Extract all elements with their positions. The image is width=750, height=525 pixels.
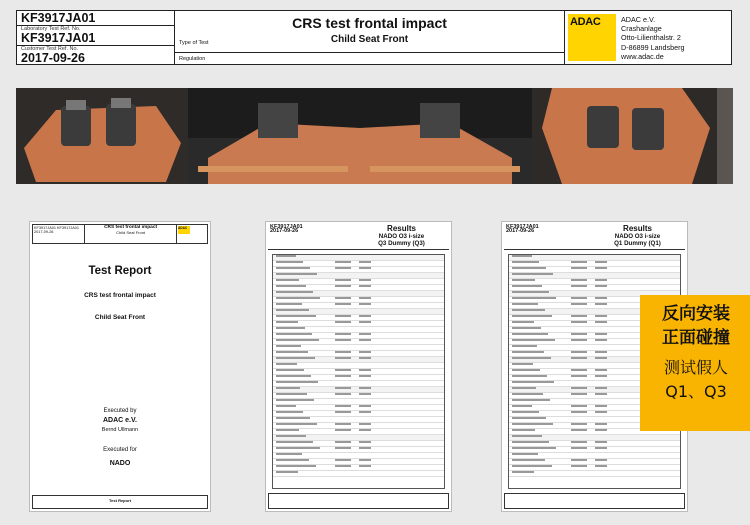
report-title: Test Report: [88, 265, 152, 277]
doc-header-title: [85, 225, 177, 243]
test-photo-strip: [16, 88, 733, 184]
report-header: [16, 10, 732, 65]
photo-top-view-1: [16, 88, 188, 184]
results-footer: [268, 493, 449, 509]
executed-by-org: ADAC e.V.: [103, 417, 137, 424]
doc-logo: [177, 225, 207, 243]
photo-top-view-2: [532, 88, 733, 184]
address-line: D-86899 Landsberg: [621, 42, 685, 52]
results-footer: [504, 493, 685, 509]
page-subtitle: Child Seat Front: [330, 34, 409, 45]
results-page-q3: [265, 221, 452, 512]
test-ref: KF3917JA01: [21, 11, 96, 25]
executed-by-label: Executed by: [103, 408, 137, 414]
customer-ref-label: Customer Test Ref. No.: [21, 46, 79, 52]
lab-ref: KF3917JA01: [21, 31, 96, 45]
page-title: CRS test frontal impact: [292, 15, 447, 31]
address-line: ADAC e.V.: [621, 15, 656, 24]
results-title: Results: [623, 224, 652, 233]
caption-line-3: 测试假人: [663, 358, 728, 377]
adac-logo: ADAC: [568, 14, 616, 61]
results-ref: KF3917JA01: [506, 224, 539, 230]
doc-footer: Test Report: [32, 495, 208, 509]
doc-header-sub: Child Seat Front: [116, 230, 146, 235]
results-refs: [506, 225, 539, 234]
results-line1: NADO O3 i-size: [614, 233, 661, 240]
photo-front-view-1: [188, 88, 360, 184]
results-refs: [270, 225, 303, 234]
results-title: Results: [387, 224, 416, 233]
doc-refs: KF3917JA01 KF3917JA01 2017-09-26: [33, 225, 85, 243]
reference-block: [17, 11, 175, 64]
org-block: [565, 11, 731, 64]
test-date: 2017-09-26: [21, 51, 85, 65]
chinese-caption-badge: [640, 295, 750, 431]
doc-logo-text: ADAC: [178, 226, 190, 234]
title-block: [175, 11, 565, 64]
results-header: [504, 224, 685, 250]
test-report-cover: [29, 221, 211, 512]
results-date: 2017-09-26: [270, 228, 299, 235]
table-row: [273, 471, 444, 477]
results-line2: Q3 Dummy (Q3): [378, 240, 425, 247]
regulation-label: Regulation: [179, 56, 206, 62]
address-line: Otto-Lilienthalstr. 2: [621, 33, 681, 43]
results-line1: NADO O3 i-size: [378, 233, 425, 240]
address-line: www.adac.de: [621, 51, 664, 61]
doc-header: [32, 224, 208, 244]
lab-ref-label: Laboratory Test Ref. No.: [21, 26, 81, 32]
caption-line-2: 正面碰撞: [662, 328, 730, 348]
report-subtitle: CRS test frontal impact: [84, 292, 156, 299]
executed-by-person: Bernd Ullmann: [101, 427, 139, 433]
results-ref: KF3917JA01: [270, 224, 303, 230]
executed-for: NADO: [109, 460, 131, 467]
caption-line-4: Q1、Q3: [665, 382, 727, 401]
photo-front-view-2: [360, 88, 532, 184]
report-subtitle-2: Child Seat Front: [94, 314, 146, 321]
results-header: [268, 224, 449, 250]
results-table: [272, 254, 445, 489]
address-line: Crashanlage: [621, 24, 662, 34]
type-label: Type of Test: [179, 40, 209, 46]
executed-for-label: Executed for: [103, 447, 137, 453]
results-line2: Q1 Dummy (Q1): [614, 240, 661, 247]
address: [621, 15, 685, 61]
results-date: 2017-09-26: [506, 228, 535, 235]
table-row: [509, 471, 680, 477]
doc-header-title-text: CRS test frontal impact: [104, 225, 158, 230]
caption-line-1: 反向安装: [662, 304, 730, 324]
